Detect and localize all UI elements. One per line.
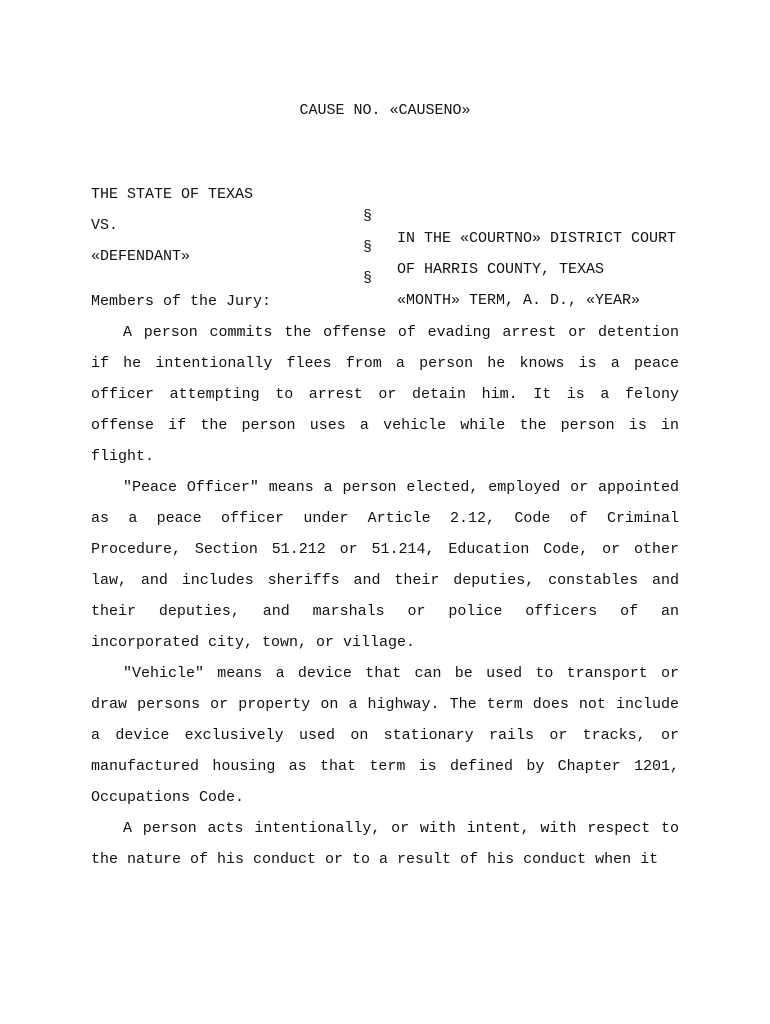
paragraph-intentionally-definition: A person acts intentionally, or with intent, with respect to the nature of his conduct or to a result of his conduct when it [91, 820, 679, 868]
caption-court: IN THE «COURTNO» DISTRICT COURT [397, 230, 677, 247]
caption-defendant: «DEFENDANT» [91, 248, 191, 265]
section-symbol: § [363, 270, 373, 287]
cause-number-heading: CAUSE NO. «CAUSENO» [299, 102, 471, 119]
caption-term: «MONTH» TERM, A. D., «YEAR» [397, 292, 641, 309]
paragraph-vehicle-definition: "Vehicle" means a device that can be used to transport or draw persons or property on a highway. The term does not include a device exclusively used on stationary rails or tracks, or manufactured housing as that term is defined by Chapter 1201, Occupations Code. [91, 665, 679, 806]
caption-county: OF HARRIS COUNTY, TEXAS [397, 261, 605, 278]
section-symbol: § [363, 208, 373, 225]
caption-versus: VS. [91, 217, 119, 234]
section-symbol: § [363, 239, 373, 256]
paragraph-evading-arrest: A person commits the offense of evading arrest or detention if he intentionally flees from a person he knows is a peace officer attempting to arrest or detain him. It is a felony offense if the person uses a vehicle while the person is in flight. [91, 324, 679, 465]
salutation: Members of the Jury: [91, 293, 272, 310]
jury-charge-body [91, 286, 679, 875]
caption-left-party: THE STATE OF TEXAS [91, 186, 254, 203]
paragraph-peace-officer-definition: "Peace Officer" means a person elected, employed or appointed as a peace officer under Article 2.12, Code of Criminal Procedure, Section 51.212 or 51.214, Education Code, or other law, and includes sheriffs and their deputies, constables and their deputies, and marshals or police officers of an incorporated city, town, or village. [91, 479, 679, 651]
